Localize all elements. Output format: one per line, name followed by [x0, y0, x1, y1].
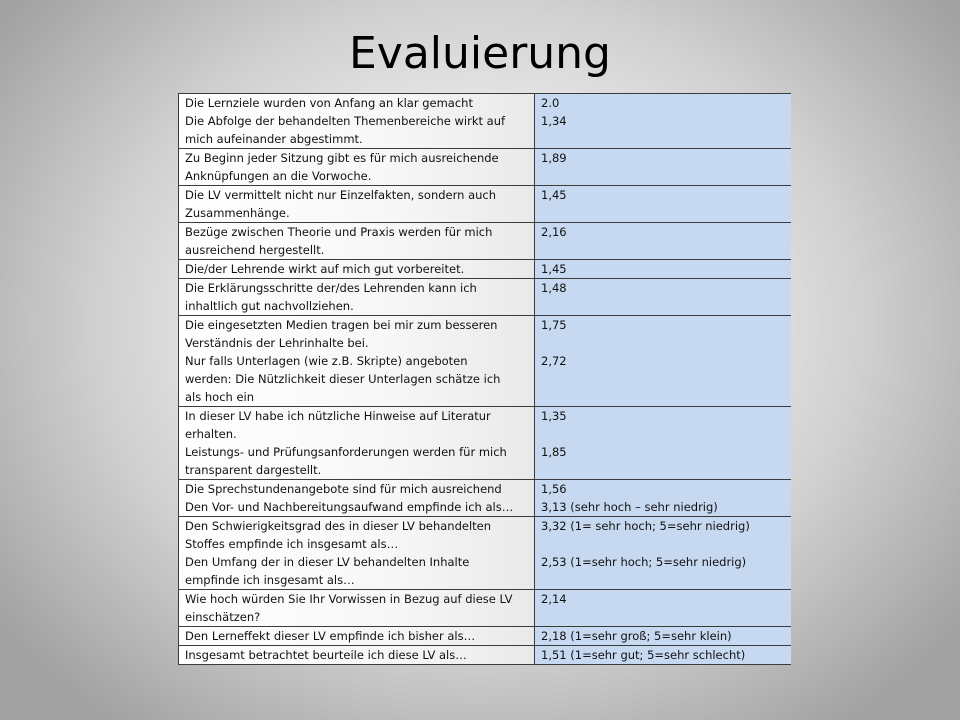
score-value: 1,75 — [541, 318, 567, 332]
score-value — [541, 334, 785, 352]
question-text: Bezüge zwischen Theorie und Praxis werden für mich — [185, 225, 493, 239]
question-text: werden: Die Nützlichkeit dieser Unterlagen schätze ich — [185, 372, 501, 386]
question-text: Den Vor- und Nachbereitungsaufwand empfinde ich als… — [185, 500, 514, 514]
table-row — [178, 316, 791, 407]
question-text: Zu Beginn jeder Sitzung gibt es für mich ausreichende — [185, 151, 499, 165]
score-value — [541, 461, 785, 479]
score-value — [541, 130, 785, 148]
score-value — [541, 370, 785, 388]
table-row — [178, 279, 791, 316]
score-cell — [535, 646, 791, 664]
score-value: 2,16 — [541, 225, 567, 239]
score-cell — [535, 279, 791, 315]
question-text: Nur falls Unterlagen (wie z.B. Skripte) angeboten — [185, 354, 468, 368]
question-text: Leistungs- und Prüfungsanforderungen werden für mich — [185, 445, 507, 459]
score-value: 1,45 — [541, 188, 567, 202]
score-cell — [535, 94, 791, 148]
question-text: Stoffes empfinde ich insgesamt als… — [185, 537, 399, 551]
table-row — [178, 260, 791, 279]
score-value: 1,34 — [541, 114, 567, 128]
question-cell — [178, 279, 535, 315]
question-text: Die Lernziele wurden von Anfang an klar gemacht — [185, 96, 473, 110]
question-cell — [178, 590, 535, 626]
question-cell — [178, 186, 535, 222]
question-text: Die Erklärungsschritte der/des Lehrenden kann ich — [185, 281, 477, 295]
question-text: inhaltlich gut nachvollziehen. — [185, 299, 354, 313]
question-cell — [178, 94, 535, 148]
question-text: Die/der Lehrende wirkt auf mich gut vorbereitet. — [185, 262, 465, 276]
question-text: Die eingesetzten Medien tragen bei mir zum besseren — [185, 318, 498, 332]
question-text: Wie hoch würden Sie Ihr Vorwissen in Bezug auf diese LV — [185, 592, 513, 606]
score-value: 1,89 — [541, 151, 567, 165]
score-cell — [535, 627, 791, 645]
question-cell — [178, 627, 535, 645]
question-text: Den Umfang der in dieser LV behandelten Inhalte — [185, 555, 470, 569]
question-text: mich aufeinander abgestimmt. — [185, 132, 363, 146]
score-value: 2,72 — [541, 354, 567, 368]
score-value: 1,85 — [541, 445, 567, 459]
score-value — [541, 241, 785, 259]
question-cell — [178, 517, 535, 589]
score-value — [541, 297, 785, 315]
score-value — [541, 608, 785, 626]
score-value — [541, 204, 785, 222]
question-text: Die Abfolge der behandelten Themenbereiche wirkt auf — [185, 114, 506, 128]
score-cell — [535, 407, 791, 479]
table-row — [178, 480, 791, 517]
question-cell — [178, 260, 535, 278]
table-row — [178, 186, 791, 223]
score-value: 3,13 (sehr hoch – sehr niedrig) — [541, 500, 718, 514]
score-value: 1,51 (1=sehr gut; 5=sehr schlecht) — [541, 648, 746, 662]
question-text: Die Sprechstundenangebote sind für mich ausreichend — [185, 482, 502, 496]
table-row — [178, 517, 791, 590]
score-value — [541, 425, 785, 443]
question-text: einschätzen? — [185, 610, 261, 624]
question-cell — [178, 480, 535, 516]
table-row — [178, 149, 791, 186]
score-value: 1,56 — [541, 482, 567, 496]
score-value: 2,14 — [541, 592, 567, 606]
table-row — [178, 407, 791, 480]
question-text: Zusammenhänge. — [185, 206, 290, 220]
score-value — [541, 535, 785, 553]
question-text: Verständnis der Lehrinhalte bei. — [185, 336, 369, 350]
question-cell — [178, 646, 535, 664]
slide-title: Evaluierung — [348, 28, 611, 79]
table-row — [178, 223, 791, 260]
score-value — [541, 388, 785, 406]
score-cell — [535, 186, 791, 222]
question-text: empfinde ich insgesamt als… — [185, 573, 355, 587]
question-text: ausreichend hergestellt. — [185, 243, 325, 257]
score-value: 1,45 — [541, 262, 567, 276]
score-cell — [535, 316, 791, 406]
question-text: transparent dargestellt. — [185, 463, 322, 477]
question-text: als hoch ein — [185, 390, 255, 404]
score-cell — [535, 260, 791, 278]
score-value: 2,18 (1=sehr groß; 5=sehr klein) — [541, 629, 732, 643]
question-text: In dieser LV habe ich nützliche Hinweise auf Literatur — [185, 409, 491, 423]
table-row — [178, 627, 791, 646]
score-cell — [535, 223, 791, 259]
score-value — [541, 167, 785, 185]
question-text: Den Lerneffekt dieser LV empfinde ich bisher als… — [185, 629, 476, 643]
question-text: Insgesamt betrachtet beurteile ich diese LV als… — [185, 648, 467, 662]
score-value: 2.0 — [541, 96, 560, 110]
score-value: 2,53 (1=sehr hoch; 5=sehr niedrig) — [541, 555, 747, 569]
score-cell — [535, 149, 791, 185]
question-text: erhalten. — [185, 427, 237, 441]
score-value: 1,35 — [541, 409, 567, 423]
question-cell — [178, 316, 535, 406]
score-cell — [535, 590, 791, 626]
score-value — [541, 571, 785, 589]
question-text: Den Schwierigkeitsgrad des in dieser LV behandelten — [185, 519, 492, 533]
question-text: Die LV vermittelt nicht nur Einzelfakten, sondern auch — [185, 188, 497, 202]
question-cell — [178, 149, 535, 185]
score-cell — [535, 480, 791, 516]
table-row — [178, 646, 791, 665]
question-text: Anknüpfungen an die Vorwoche. — [185, 169, 372, 183]
score-cell — [535, 517, 791, 589]
question-cell — [178, 407, 535, 479]
score-value: 3,32 (1= sehr hoch; 5=sehr niedrig) — [541, 519, 750, 533]
evaluation-table — [178, 93, 791, 663]
table-row — [178, 590, 791, 627]
question-cell — [178, 223, 535, 259]
score-value: 1,48 — [541, 281, 567, 295]
table-row — [178, 94, 791, 149]
